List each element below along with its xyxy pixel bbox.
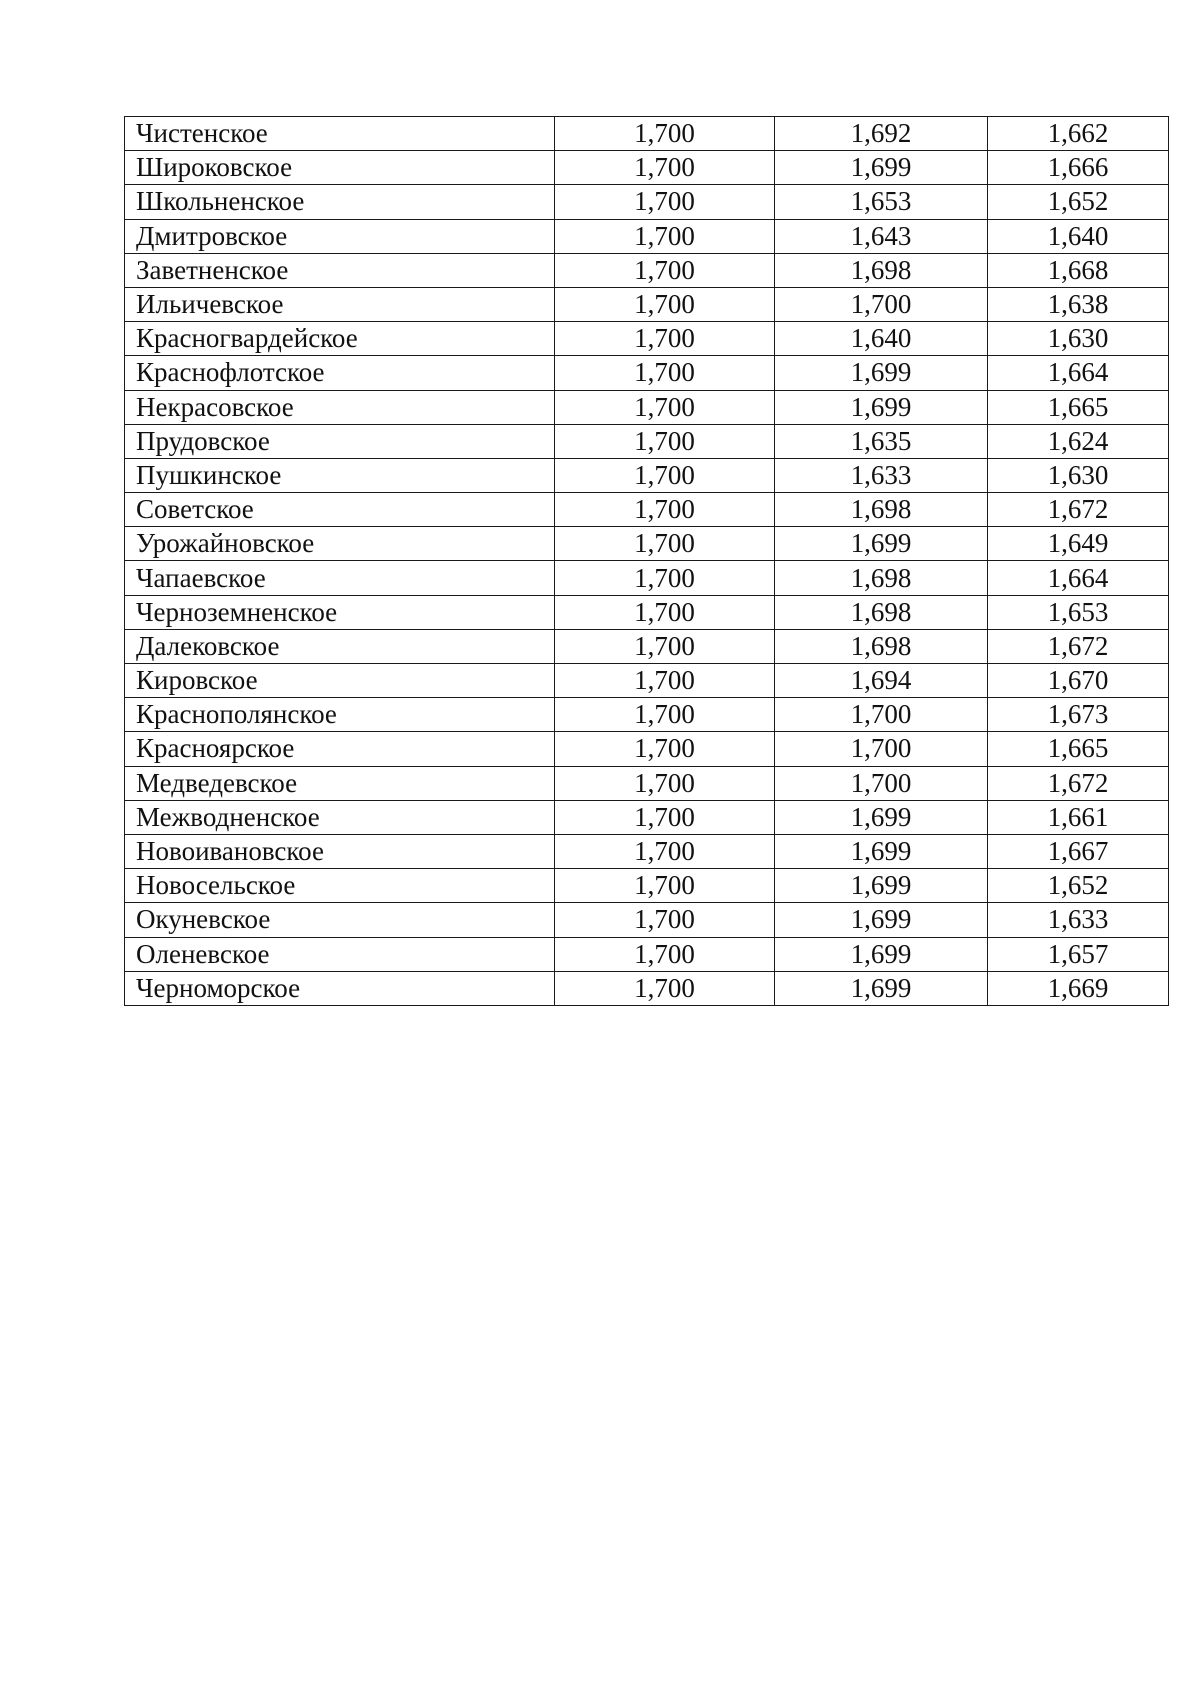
value-cell-3: 1,630 [988, 322, 1169, 356]
value-cell-1: 1,700 [555, 629, 775, 663]
value-cell-3: 1,652 [988, 869, 1169, 903]
table-row [125, 219, 1169, 253]
value-cell-3: 1,664 [988, 356, 1169, 390]
value-cell-1: 1,700 [555, 766, 775, 800]
value-cell-3: 1,638 [988, 287, 1169, 321]
value-cell-2: 1,699 [775, 834, 988, 868]
table-row [125, 800, 1169, 834]
table-row [125, 937, 1169, 971]
settlement-name-cell: Черноземненское [125, 595, 555, 629]
value-cell-1: 1,700 [555, 322, 775, 356]
settlement-name-cell: Заветненское [125, 253, 555, 287]
value-cell-2: 1,694 [775, 664, 988, 698]
table-row [125, 185, 1169, 219]
table-row [125, 253, 1169, 287]
value-cell-1: 1,700 [555, 732, 775, 766]
value-cell-3: 1,669 [988, 971, 1169, 1005]
value-cell-2: 1,699 [775, 903, 988, 937]
value-cell-2: 1,699 [775, 937, 988, 971]
value-cell-2: 1,692 [775, 117, 988, 151]
value-cell-1: 1,700 [555, 971, 775, 1005]
value-cell-1: 1,700 [555, 937, 775, 971]
settlement-name-cell: Оленевское [125, 937, 555, 971]
value-cell-1: 1,700 [555, 698, 775, 732]
value-cell-3: 1,630 [988, 458, 1169, 492]
value-cell-3: 1,640 [988, 219, 1169, 253]
value-cell-1: 1,700 [555, 903, 775, 937]
value-cell-1: 1,700 [555, 185, 775, 219]
value-cell-3: 1,633 [988, 903, 1169, 937]
value-cell-2: 1,698 [775, 493, 988, 527]
value-cell-2: 1,698 [775, 629, 988, 663]
value-cell-1: 1,700 [555, 493, 775, 527]
settlement-name-cell: Новоивановское [125, 834, 555, 868]
value-cell-2: 1,633 [775, 458, 988, 492]
value-cell-2: 1,635 [775, 424, 988, 458]
table-row [125, 698, 1169, 732]
settlement-name-cell: Новосельское [125, 869, 555, 903]
table-row [125, 834, 1169, 868]
value-cell-3: 1,653 [988, 595, 1169, 629]
table-row [125, 322, 1169, 356]
table-row [125, 424, 1169, 458]
value-cell-2: 1,700 [775, 698, 988, 732]
value-cell-1: 1,700 [555, 664, 775, 698]
value-cell-1: 1,700 [555, 151, 775, 185]
value-cell-1: 1,700 [555, 287, 775, 321]
value-cell-1: 1,700 [555, 390, 775, 424]
value-cell-2: 1,698 [775, 253, 988, 287]
value-cell-1: 1,700 [555, 424, 775, 458]
settlement-name-cell: Урожайновское [125, 527, 555, 561]
value-cell-2: 1,698 [775, 595, 988, 629]
table-row [125, 629, 1169, 663]
value-cell-3: 1,672 [988, 766, 1169, 800]
value-cell-2: 1,699 [775, 356, 988, 390]
value-cell-2: 1,700 [775, 766, 988, 800]
value-cell-2: 1,653 [775, 185, 988, 219]
settlement-name-cell: Черноморское [125, 971, 555, 1005]
table-row [125, 766, 1169, 800]
value-cell-3: 1,624 [988, 424, 1169, 458]
value-cell-2: 1,699 [775, 971, 988, 1005]
value-cell-1: 1,700 [555, 253, 775, 287]
value-cell-3: 1,652 [988, 185, 1169, 219]
table-row [125, 287, 1169, 321]
settlement-name-cell: Некрасовское [125, 390, 555, 424]
settlement-name-cell: Чапаевское [125, 561, 555, 595]
settlement-name-cell: Кировское [125, 664, 555, 698]
value-cell-3: 1,668 [988, 253, 1169, 287]
value-cell-2: 1,699 [775, 800, 988, 834]
value-cell-1: 1,700 [555, 219, 775, 253]
value-cell-3: 1,666 [988, 151, 1169, 185]
table-row [125, 493, 1169, 527]
value-cell-3: 1,649 [988, 527, 1169, 561]
settlement-name-cell: Дмитровское [125, 219, 555, 253]
value-cell-1: 1,700 [555, 356, 775, 390]
table-row [125, 151, 1169, 185]
table-body [125, 117, 1169, 1006]
value-cell-3: 1,672 [988, 629, 1169, 663]
value-cell-3: 1,661 [988, 800, 1169, 834]
settlement-name-cell: Краснополянское [125, 698, 555, 732]
settlement-name-cell: Краснофлотское [125, 356, 555, 390]
value-cell-2: 1,699 [775, 151, 988, 185]
value-cell-2: 1,700 [775, 287, 988, 321]
value-cell-1: 1,700 [555, 458, 775, 492]
value-cell-3: 1,670 [988, 664, 1169, 698]
settlement-name-cell: Далековское [125, 629, 555, 663]
settlement-name-cell: Красноярское [125, 732, 555, 766]
table-row [125, 664, 1169, 698]
value-cell-2: 1,698 [775, 561, 988, 595]
value-cell-2: 1,640 [775, 322, 988, 356]
settlement-name-cell: Советское [125, 493, 555, 527]
value-cell-3: 1,664 [988, 561, 1169, 595]
settlement-name-cell: Школьненское [125, 185, 555, 219]
settlement-name-cell: Широковское [125, 151, 555, 185]
value-cell-1: 1,700 [555, 117, 775, 151]
settlement-name-cell: Ильичевское [125, 287, 555, 321]
value-cell-3: 1,665 [988, 732, 1169, 766]
value-cell-1: 1,700 [555, 527, 775, 561]
value-cell-2: 1,699 [775, 869, 988, 903]
data-table [124, 116, 1169, 1006]
value-cell-3: 1,657 [988, 937, 1169, 971]
table-row [125, 527, 1169, 561]
value-cell-2: 1,700 [775, 732, 988, 766]
value-cell-1: 1,700 [555, 869, 775, 903]
settlement-name-cell: Красногвардейское [125, 322, 555, 356]
value-cell-1: 1,700 [555, 595, 775, 629]
table-row [125, 390, 1169, 424]
value-cell-1: 1,700 [555, 834, 775, 868]
value-cell-3: 1,667 [988, 834, 1169, 868]
value-cell-3: 1,665 [988, 390, 1169, 424]
table-row [125, 971, 1169, 1005]
settlement-name-cell: Чистенское [125, 117, 555, 151]
table-row [125, 595, 1169, 629]
value-cell-2: 1,643 [775, 219, 988, 253]
value-cell-1: 1,700 [555, 800, 775, 834]
value-cell-2: 1,699 [775, 390, 988, 424]
table-row [125, 117, 1169, 151]
table-row [125, 869, 1169, 903]
value-cell-2: 1,699 [775, 527, 988, 561]
settlement-name-cell: Медведевское [125, 766, 555, 800]
settlement-name-cell: Прудовское [125, 424, 555, 458]
value-cell-3: 1,673 [988, 698, 1169, 732]
settlement-name-cell: Межводненское [125, 800, 555, 834]
table-row [125, 356, 1169, 390]
settlement-name-cell: Пушкинское [125, 458, 555, 492]
value-cell-1: 1,700 [555, 561, 775, 595]
table-row [125, 903, 1169, 937]
value-cell-3: 1,672 [988, 493, 1169, 527]
table-row [125, 458, 1169, 492]
value-cell-3: 1,662 [988, 117, 1169, 151]
table-row [125, 561, 1169, 595]
settlement-name-cell: Окуневское [125, 903, 555, 937]
table-row [125, 732, 1169, 766]
